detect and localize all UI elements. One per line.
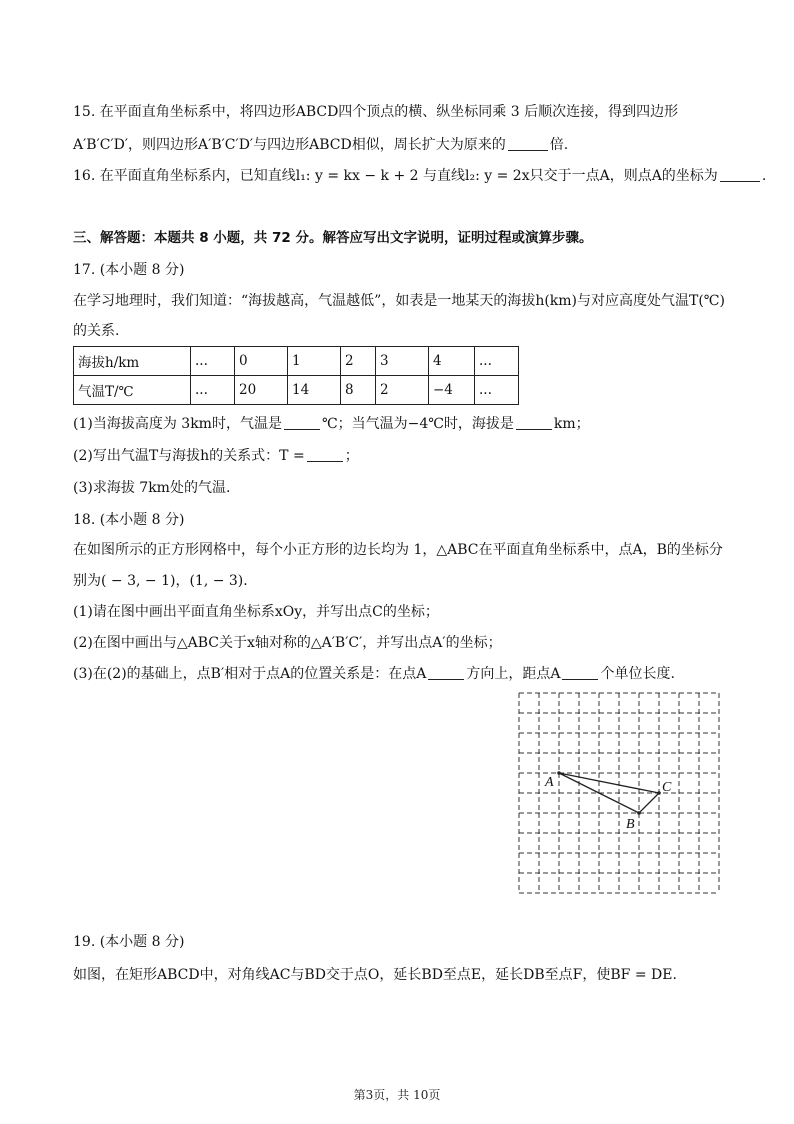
q17-part2-text: (2)写出气温T与海拔h的关系式：T = bbox=[73, 448, 305, 464]
q17-part1-text: (1)当海拔高度为 3km时，气温是 bbox=[73, 416, 282, 432]
q17-intro2: 的关系. bbox=[73, 323, 120, 339]
q17-part1 bbox=[73, 414, 590, 434]
table-cell: 4 bbox=[429, 347, 475, 376]
table-cell: 2 bbox=[376, 376, 429, 405]
q15-line2 bbox=[73, 135, 568, 155]
table-cell: ... bbox=[191, 376, 235, 405]
q18-part3-tail: 个单位长度. bbox=[600, 666, 675, 682]
q17-part1-blank2 bbox=[516, 415, 552, 430]
q19-text: 如图，在矩形ABCD中，对角线AC与BD交于点O，延长BD至点E，延长DB至点F，使BF = DE. bbox=[73, 967, 677, 983]
q18-intro2: 别为( − 3, − 1)，(1, − 3). bbox=[73, 573, 248, 589]
table-cell: 2 bbox=[341, 347, 376, 376]
table-cell: ... bbox=[191, 347, 235, 376]
q17-part2-blank bbox=[307, 447, 343, 462]
q16-line bbox=[73, 166, 766, 186]
q17-part2-tail: ； bbox=[344, 448, 359, 464]
q19-title: 19. (本小题 8 分) bbox=[73, 934, 185, 950]
table-cell: 0 bbox=[235, 347, 288, 376]
q17-part1-tail: km； bbox=[553, 416, 590, 432]
q15-line1: 15. 在平面直角坐标系中，将四边形ABCD四个顶点的横、纵坐标同乘 3 后顺次连接，得到四边形 bbox=[73, 104, 679, 120]
q15-answer-blank bbox=[508, 136, 548, 151]
table-row-temperature bbox=[74, 376, 519, 405]
q17-part1-blank1 bbox=[284, 415, 320, 430]
altitude-temperature-table bbox=[73, 346, 519, 405]
point-b bbox=[637, 811, 641, 815]
q16-text: 16. 在平面直角坐标系内，已知直线l₁: y = kx − k + 2 与直线l₂: y = 2x只交于一点A，则点A的坐标为 bbox=[73, 168, 718, 184]
q15-line2-tail: 倍. bbox=[549, 137, 569, 153]
q18-part1: (1)请在图中画出平面直角坐标系xOy，并写出点C的坐标； bbox=[73, 604, 439, 620]
label-a: A bbox=[545, 775, 554, 790]
table-cell: 20 bbox=[235, 376, 288, 405]
q18-part3-text: (3)在(2)的基础上，点B′相对于点A的位置关系是：在点A bbox=[73, 666, 427, 682]
q17-part2 bbox=[73, 446, 359, 466]
q15-line2-text: A′B′C′D′，则四边形A′B′C′D′与四边形ABCD相似，周长扩大为原来的 bbox=[73, 137, 506, 153]
point-a bbox=[557, 771, 561, 775]
q18-part3 bbox=[73, 664, 675, 684]
q18-part3-blank2 bbox=[562, 665, 598, 680]
q17-intro1: 在学习地理时，我们知道：“海拔越高，气温越低”，如表是一地某天的海拔h(km)与对应高度处气温T(℃) bbox=[73, 293, 725, 309]
q18-intro1: 在如图所示的正方形网格中，每个小正方形的边长均为 1，△ABC在平面直角坐标系中，点A，B的坐标分 bbox=[73, 542, 723, 558]
q18-title: 18. (本小题 8 分) bbox=[73, 512, 185, 528]
table-row-label: 气温T/℃ bbox=[74, 376, 191, 405]
table-cell: 3 bbox=[376, 347, 429, 376]
label-c: C bbox=[662, 780, 672, 795]
q17-part3: (3)求海拔 7km处的气温. bbox=[73, 480, 231, 496]
table-cell: 14 bbox=[288, 376, 341, 405]
triangle-grid-figure bbox=[516, 690, 724, 896]
table-cell: −4 bbox=[429, 376, 475, 405]
section3-heading: 三、解答题：本题共 8 小题，共 72 分。解答应写出文字说明，证明过程或演算步骤。 bbox=[73, 230, 593, 246]
q17-title: 17. (本小题 8 分) bbox=[73, 262, 185, 278]
dashed-grid bbox=[519, 693, 719, 893]
q16-tail: . bbox=[761, 168, 767, 184]
q18-part3-mid: 方向上，距点A bbox=[466, 666, 561, 682]
table-cell: 8 bbox=[341, 376, 376, 405]
page-footer: 第3页，共 10页 bbox=[353, 1088, 441, 1102]
table-row-altitude bbox=[74, 347, 519, 376]
table-cell: ... bbox=[475, 376, 519, 405]
point-c bbox=[657, 791, 661, 795]
table-row-label: 海拔h/km bbox=[74, 347, 191, 376]
table-cell: 1 bbox=[288, 347, 341, 376]
table-cell: ... bbox=[475, 347, 519, 376]
q18-part3-blank1 bbox=[428, 665, 464, 680]
q18-part2: (2)在图中画出与△ABC关于x轴对称的△A′B′C′，并写出点A′的坐标； bbox=[73, 635, 502, 651]
q17-part1-mid: ℃；当气温为−4℃时，海拔是 bbox=[321, 416, 514, 432]
q16-answer-blank bbox=[720, 167, 760, 182]
label-b: B bbox=[626, 817, 635, 832]
